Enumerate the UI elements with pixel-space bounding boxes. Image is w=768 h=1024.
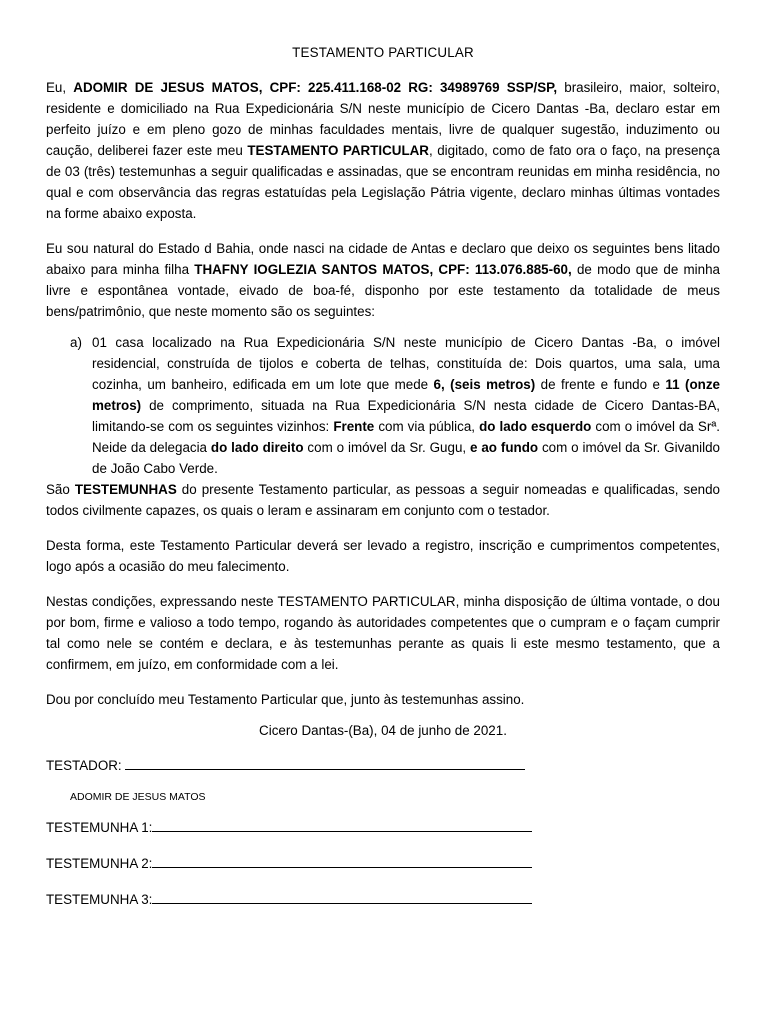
paragraph-declaration: Eu, ADOMIR DE JESUS MATOS, CPF: 225.411.168-02 RG: 34989769 SSP/SP, brasileiro, maior, solteiro, residente e domiciliado na Rua Expedicionária S/N neste município de Cicero Dantas -Ba, declaro estar em perfeito juízo e em pleno gozo de minhas faculdades mentais, livre de qualquer sugestão, induzimento ou caução, deliberei fazer este meu TESTAMENTO PARTICULAR, digitado, como de fato ora o faço, na presença de 03 (três) testemunhas a seguir qualificadas e assinadas, que se encontram reunidas em minha residência, no qual e com observância das regras estatuídas pela Legislação Pátria vigente, declaro minhas últimas vontades na forme abaixo exposta. <box>46 80 720 221</box>
list-item-asset-a: a) 01 casa localizado na Rua Expedicionária S/N neste município de Cicero Dantas -Ba, o imóvel residencial, construída de tijolos e coberta de telhas, constituída de: Dois quartos, uma sala, uma cozinha, um banheiro, edificada em um lote que mede 6, (seis metros) de frente e fundo e 11 (onze metros) de comprimento, situada na Rua Expedicionária S/N nesta cidade de Cicero Dantas-BA, limitando-se com os seguintes vizinhos: Frente com via pública, do lado esquerdo com o imóvel da Srª. Neide da delegacia do lado direito com o imóvel da Sr. Gugu, e ao fundo com o imóvel da Sr. Givanildo de João Cabo Verde. <box>46 332 720 479</box>
date-line: Cicero Dantas-(Ba), 04 de junho de 2021. <box>259 723 507 738</box>
list-marker: a) <box>70 335 82 350</box>
signature-testador <box>46 755 720 777</box>
witness3-signature-line[interactable] <box>152 889 532 904</box>
signature-witness-3 <box>46 889 720 911</box>
testador-name: ADOMIR DE JESUS MATOS <box>70 791 206 803</box>
paragraph-registration: Desta forma, este Testamento Particular deverá ser levado a registro, inscrição e cumprimentos competentes, logo após a ocasião do meu falecimento. <box>46 538 720 574</box>
witness3-label: TESTEMUNHA 3: <box>46 892 153 907</box>
witness1-label: TESTEMUNHA 1: <box>46 820 153 835</box>
witness1-signature-line[interactable] <box>152 817 532 832</box>
signature-witness-1 <box>46 817 720 839</box>
signature-witness-2 <box>46 853 720 875</box>
asset-list <box>46 332 720 479</box>
paragraph-heir: Eu sou natural do Estado d Bahia, onde nasci na cidade de Antas e declaro que deixo os seguintes bens litado abaixo para minha filha THAFNY IOGLEZIA SANTOS MATOS, CPF: 113.076.885-60, de modo que de minha livre e espontânea vontade, eivado de boa-fé, disponho por este testamento da totalidade de meus bens/patrimônio, que neste momento são os seguintes: <box>46 241 720 319</box>
document-page <box>46 44 720 911</box>
paragraph-conditions: Nestas condições, expressando neste TESTAMENTO PARTICULAR, minha disposição de última vontade, o dou por bom, firme e valioso a todo tempo, rogando às autoridades competentes que o cumpram e o façam cumprir tal como nele se contém e declara, e às testemunhas perante as quais li este mesmo testamento, que a confirmem, em juízo, em conformidade com a lei. <box>46 594 720 672</box>
witness2-signature-line[interactable] <box>152 853 532 868</box>
witness2-label: TESTEMUNHA 2: <box>46 856 153 871</box>
paragraph-conclusion: Dou por concluído meu Testamento Particular que, junto às testemunhas assino. <box>46 692 525 707</box>
paragraph-witnesses: São TESTEMUNHAS do presente Testamento particular, as pessoas a seguir nomeadas e qualificadas, sendo todos civilmente capazes, os quais o leram e assinaram em conjunto com o testador. <box>46 482 720 518</box>
document-title: TESTAMENTO PARTICULAR <box>292 45 474 60</box>
testador-label: TESTADOR: <box>46 758 126 773</box>
testador-signature-line[interactable] <box>125 755 525 770</box>
